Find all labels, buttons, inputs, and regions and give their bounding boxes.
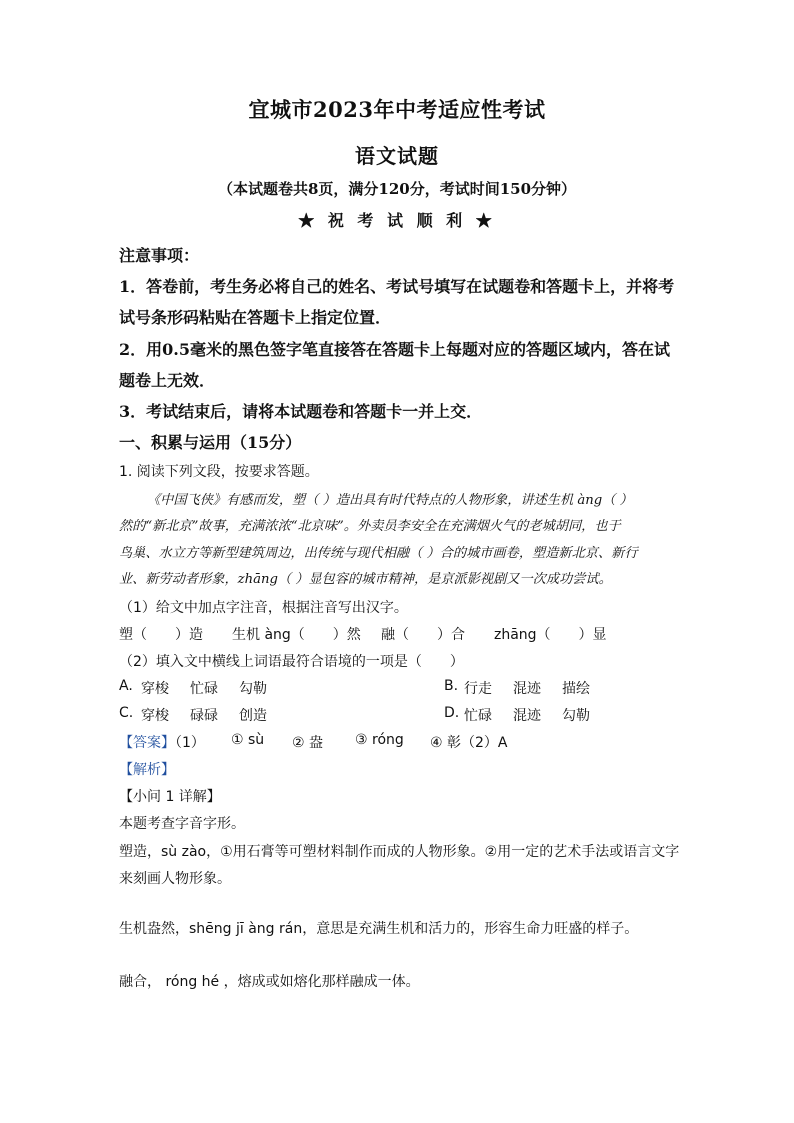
passage-line-2: 然的“新北京”故事，充满浓浓“北京味”。外卖员李安全在充满烟火气的老城胡同，也于 (119, 519, 621, 534)
notice-item-3: 3．考试结束后，请将本试题卷和答题卡一并上交． (119, 402, 483, 421)
passage-line-4: 业、新劳动者形象，zhāng（ ）显包容的城市精神，是京派影视剧又一次成功尝试。 (119, 572, 612, 587)
option-a-word: 忙碌 (190, 681, 218, 697)
notice-item-2-line-2: 题卷上无效． (119, 371, 216, 390)
blank-item: 塑（ ）造 (119, 627, 203, 643)
passage-line-1: 《中国飞侠》有感而发，塑（ ）造出具有时代特点的人物形象，讲述生机 àng（ ） (147, 493, 633, 508)
option-b-word: 描绘 (562, 681, 590, 697)
option-a-word: 穿梭 (141, 681, 169, 697)
option-c-word: 穿梭 (141, 708, 169, 724)
answer-part: ④ 彰（2）A (430, 735, 508, 751)
detail-label: 【小问 1 详解】 (119, 789, 221, 805)
question-stem: 1. 阅读下列文段，按要求答题。 (119, 464, 319, 480)
answer-label: 【答案】 (119, 735, 175, 751)
option-c-letter: C. (119, 705, 134, 721)
analysis-line: 塑造，sù zào，①用石膏等可塑材料制作而成的人物形象。②用一定的艺术手法或语言文字 (119, 844, 680, 860)
option-c-word: 碌碌 (190, 708, 218, 724)
option-b-word: 混迹 (513, 681, 541, 697)
notice-item-2-line-1: 2．用0.5毫米的黑色签字笔直接答在答题卡上每题对应的答题区域内，答在试 (119, 340, 670, 359)
exam-info: （本试题卷共8页，满分120分，考试时间150分钟） (217, 180, 577, 198)
option-d-word: 忙碌 (464, 708, 492, 724)
blank-item: 融（ ）合 (381, 627, 465, 643)
section-heading: 一、积累与运用（15分） (119, 433, 302, 452)
analysis-line: 生机盎然，shēng jī àng rán，意思是充满生机和活力的，形容生命力旺盛的样子。 (119, 921, 639, 937)
option-c-word: 创造 (239, 708, 267, 724)
option-b-letter: B. (444, 678, 459, 694)
answer-part: （1） (175, 735, 205, 751)
answer-part: ③ róng (355, 732, 404, 748)
answer-part: ① sù (231, 732, 265, 748)
blank-item: zhāng（ ）显 (494, 627, 607, 643)
answer-row (119, 732, 205, 752)
option-d-word: 勾勒 (562, 708, 590, 724)
notice-item-1-line-2: 试号条形码粘贴在答题卡上指定位置． (119, 308, 392, 327)
notice-heading: 注意事项： (119, 246, 200, 265)
exam-subtitle: 语文试题 (355, 144, 439, 168)
option-a-word: 勾勒 (239, 681, 267, 697)
option-d-letter: D. (444, 705, 460, 721)
option-d-word: 混迹 (513, 708, 541, 724)
good-luck-banner: ★ 祝 考 试 顺 利 ★ (298, 211, 496, 230)
sub-question-2: （2）填入文中横线上词语最符合语境的一项是（ ） (119, 654, 464, 670)
sub-question-1: （1）给文中加点字注音，根据注音写出汉字。 (119, 600, 408, 616)
notice-item-1-line-1: 1．答卷前，考生务必将自己的姓名、考试号填写在试题卷和答题卡上，并将考 (119, 277, 675, 296)
answer-part: ② 盎 (292, 735, 324, 751)
analysis-line: 来刻画人物形象。 (119, 871, 231, 887)
option-b-word: 行走 (464, 681, 492, 697)
passage-line-3: 鸟巢、水立方等新型建筑周边，出传统与现代相融（ ）合的城市画卷，塑造新北京、新行 (119, 546, 638, 561)
analysis-line: 融合， róng hé ，熔成或如熔化那样融成一体。 (119, 974, 420, 990)
option-a-letter: A. (119, 678, 133, 694)
exam-title: 宜城市2023年中考适应性考试 (248, 97, 546, 122)
analysis-label: 【解析】 (119, 762, 175, 778)
blank-item: 生机 àng（ ）然 (232, 627, 361, 643)
analysis-line: 本题考查字音字形。 (119, 816, 245, 832)
